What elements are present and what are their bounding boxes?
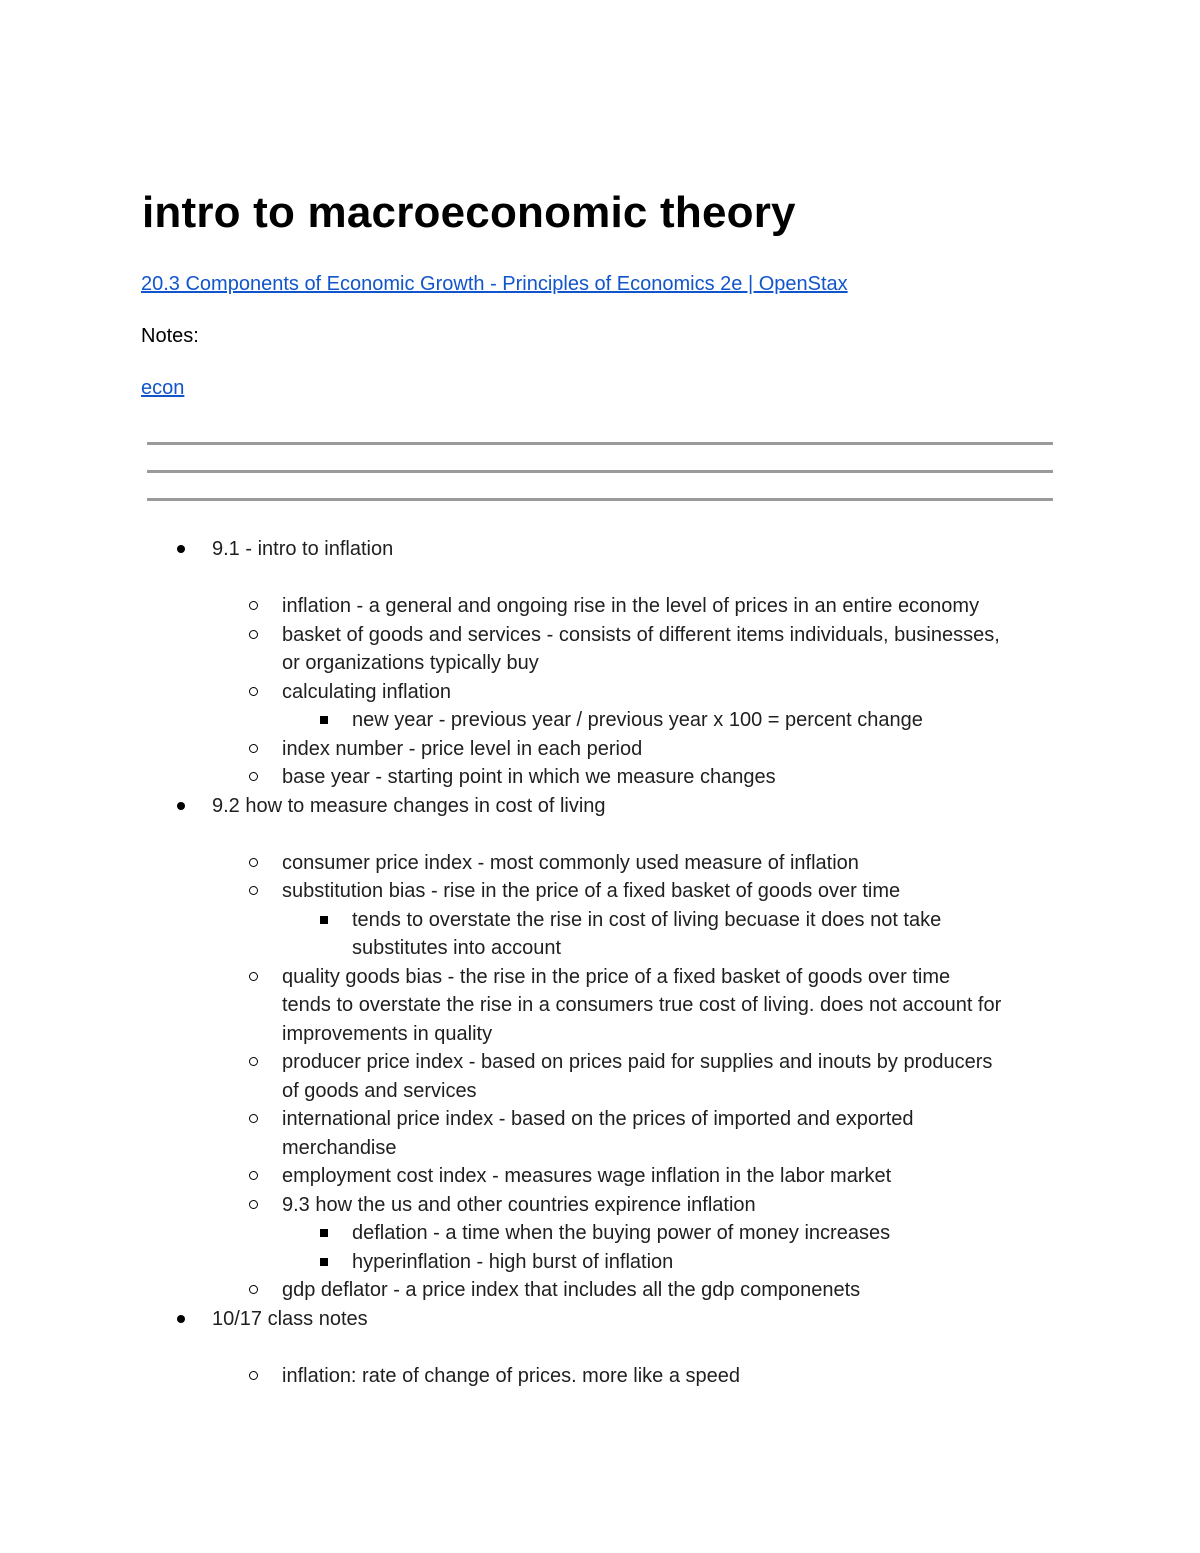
- list-item-line: basket of goods and services - consists of different items individuals, businesses,: [282, 623, 1000, 646]
- list-item-line: substitutes into account: [352, 937, 562, 959]
- horizontal-rule: [147, 442, 1053, 445]
- list-item: [352, 1219, 1072, 1248]
- openstax-link[interactable]: 20.3 Components of Economic Growth - Principles of Economics 2e | OpenStax: [141, 273, 848, 295]
- circle-bullet-icon: [247, 1162, 261, 1191]
- list-item: [352, 906, 1072, 963]
- circle-bullet-icon: [247, 963, 261, 992]
- square-bullet-icon: [318, 1219, 332, 1248]
- list-item: [212, 792, 1072, 821]
- list-item: [282, 735, 1072, 764]
- list-item: [282, 592, 1072, 621]
- list-item: [282, 1362, 1072, 1391]
- list-item-line: index number - price level in each period: [282, 737, 643, 760]
- list-item-line: hyperinflation - high burst of inflation: [352, 1250, 674, 1273]
- circle-bullet-icon: [247, 1191, 261, 1220]
- list-item-line: quality goods bias - the rise in the price of a fixed basket of goods over time: [282, 965, 951, 988]
- list-item-line: new year - previous year / previous year x 100 = percent change: [352, 709, 923, 731]
- circle-bullet-icon: [247, 1105, 261, 1134]
- list-item-line: calculating inflation: [282, 680, 451, 703]
- list-item-line: gdp deflator - a price index that includes all the gdp componenets: [282, 1279, 861, 1301]
- list-item: [212, 1305, 1072, 1334]
- econ-link[interactable]: econ: [141, 377, 185, 399]
- page-title: intro to macroeconomic theory: [142, 188, 796, 237]
- circle-bullet-icon: [247, 1276, 261, 1305]
- horizontal-rule: [147, 470, 1053, 473]
- list-item-line: or organizations typically buy: [282, 652, 539, 674]
- circle-bullet-icon: [247, 849, 261, 878]
- circle-bullet-icon: [247, 735, 261, 764]
- list-item-line: tends to overstate the rise in a consumers true cost of living. does not account for: [282, 994, 1002, 1016]
- circle-bullet-icon: [247, 592, 261, 621]
- list-item-line: consumer price index - most commonly used measure of inflation: [282, 851, 859, 874]
- circle-bullet-icon: [247, 877, 261, 906]
- square-bullet-icon: [318, 906, 332, 935]
- notes-label: Notes:: [141, 325, 199, 347]
- list-item: [282, 849, 1072, 878]
- list-item: [212, 535, 1072, 564]
- list-item-line: 10/17 class notes: [212, 1307, 368, 1330]
- list-item-line: merchandise: [282, 1136, 397, 1159]
- list-item-line: 9.2 how to measure changes in cost of living: [212, 794, 606, 817]
- list-item: [282, 1105, 1072, 1162]
- circle-bullet-icon: [247, 678, 261, 707]
- list-item: [282, 1048, 1072, 1105]
- list-item-line: substitution bias - rise in the price of a fixed basket of goods over time: [282, 880, 901, 902]
- list-item: [282, 1162, 1072, 1191]
- square-bullet-icon: [318, 706, 332, 735]
- horizontal-rule: [147, 498, 1053, 501]
- list-item: [282, 1276, 1072, 1305]
- list-item: [352, 1248, 1072, 1277]
- list-item-line: producer price index - based on prices paid for supplies and inouts by producers: [282, 1051, 993, 1073]
- circle-bullet-icon: [247, 1048, 261, 1077]
- list-item: [282, 1191, 1072, 1220]
- list-item-line: tends to overstate the rise in cost of living becuase it does not take: [352, 908, 942, 931]
- disc-bullet-icon: [174, 535, 188, 564]
- list-item-line: inflation - a general and ongoing rise in the level of prices in an entire economy: [282, 595, 980, 617]
- circle-bullet-icon: [247, 763, 261, 792]
- square-bullet-icon: [318, 1248, 332, 1277]
- list-item: [282, 763, 1072, 792]
- list-item: [282, 678, 1072, 707]
- circle-bullet-icon: [247, 621, 261, 650]
- list-item-line: of goods and services: [282, 1079, 477, 1102]
- list-item-line: international price index - based on the prices of imported and exported: [282, 1108, 914, 1130]
- disc-bullet-icon: [174, 792, 188, 821]
- list-item-line: base year - starting point in which we measure changes: [282, 766, 776, 788]
- list-item-line: employment cost index - measures wage inflation in the labor market: [282, 1165, 892, 1187]
- list-item-line: inflation: rate of change of prices. more like a speed: [282, 1364, 741, 1387]
- list-item-line: 9.1 - intro to inflation: [212, 538, 394, 560]
- list-item: [282, 621, 1072, 678]
- list-item: [352, 706, 1072, 735]
- list-item: [282, 963, 1072, 1049]
- list-item: [282, 877, 1072, 906]
- list-item-line: deflation - a time when the buying power of money increases: [352, 1222, 891, 1244]
- disc-bullet-icon: [174, 1305, 188, 1334]
- list-item-line: 9.3 how the us and other countries expirence inflation: [282, 1193, 756, 1216]
- list-item-line: improvements in quality: [282, 1022, 493, 1045]
- circle-bullet-icon: [247, 1362, 261, 1391]
